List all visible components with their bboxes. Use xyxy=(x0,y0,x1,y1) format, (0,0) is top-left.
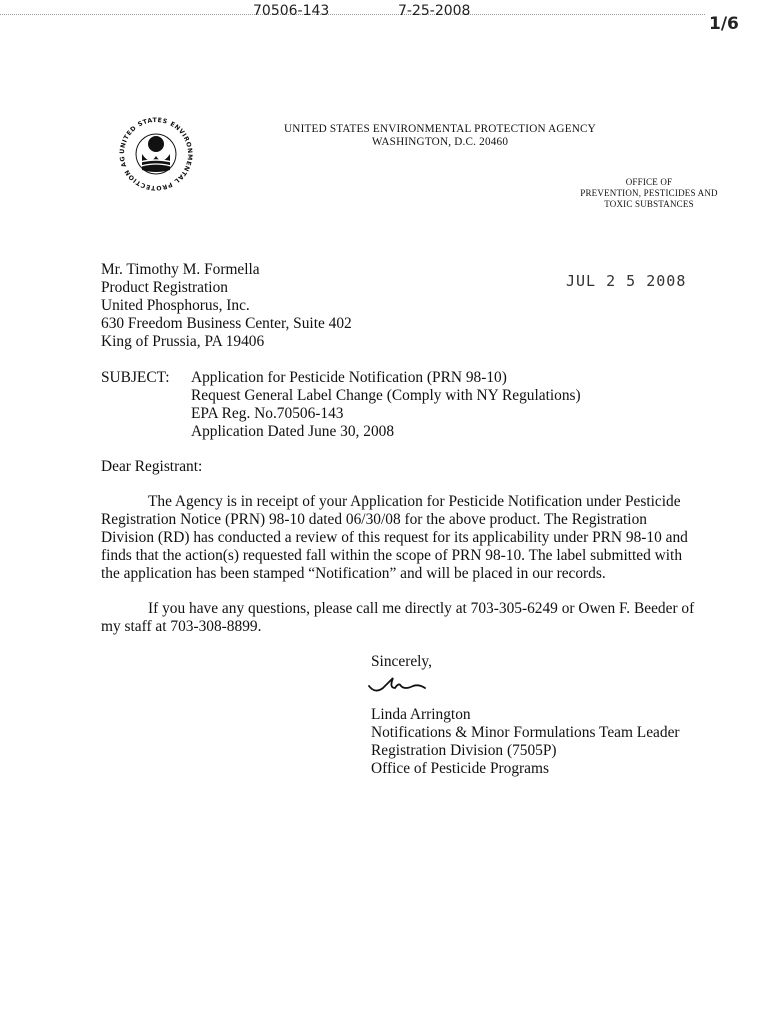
paragraph-1-line-3: Division (RD) has conducted a review of this request for its applicability under PRN 98-10 and xyxy=(101,529,688,546)
subject-lines xyxy=(191,369,581,441)
signer-block xyxy=(371,706,680,778)
signature xyxy=(365,672,435,698)
paragraph-2-line-1: If you have any questions, please call me directly at 703-305-6249 or Owen F. Beeder of xyxy=(148,600,695,617)
paragraph-1-line-2: Registration Notice (PRN) 98-10 dated 06/30/08 for the above product. The Registration xyxy=(101,511,647,528)
recipient-title: Product Registration xyxy=(101,279,228,296)
subject-line-4: Application Dated June 30, 2008 xyxy=(191,423,395,440)
signer-division: Registration Division (7505P) xyxy=(371,742,557,759)
paragraph-1-line-4: finds that the action(s) requested fall within the scope of PRN 98-10. The label submitted with xyxy=(101,547,683,564)
signer-office: Office of Pesticide Programs xyxy=(371,760,549,777)
recipient-city: King of Prussia, PA 19406 xyxy=(101,333,265,350)
handwritten-date: 7-25-2008 xyxy=(398,3,471,19)
paragraph-1 xyxy=(101,493,701,583)
paragraph-1-line-5: the application has been stamped “Notification” and will be placed in our records. xyxy=(101,565,606,582)
svg-text:UNITED STATES ENVIRONMENTAL PR: UNITED STATES ENVIRONMENTAL PROTECTION AG xyxy=(118,116,194,192)
recipient-company: United Phosphorus, Inc. xyxy=(101,297,250,314)
recipient-name: Mr. Timothy M. Formella xyxy=(101,261,260,278)
handwritten-file-ref: 70506-143 xyxy=(253,3,330,19)
office-line-1: OFFICE OF xyxy=(625,177,673,187)
subject-label: SUBJECT: xyxy=(101,369,170,386)
subject-line-3: EPA Reg. No.70506-143 xyxy=(191,405,344,422)
recipient-address xyxy=(101,261,352,351)
office-block xyxy=(570,177,728,210)
office-line-3: TOXIC SUBSTANCES xyxy=(604,199,694,209)
closing: Sincerely, xyxy=(371,653,432,670)
epa-seal xyxy=(110,108,202,200)
epa-seal-icon xyxy=(110,108,202,200)
paragraph-2 xyxy=(101,600,701,636)
salutation: Dear Registrant: xyxy=(101,458,203,475)
recipient-street: 630 Freedom Business Center, Suite 402 xyxy=(101,315,352,332)
date-stamp: JUL 2 5 2008 xyxy=(566,272,687,290)
subject-line-2: Request General Label Change (Comply with NY Regulations) xyxy=(191,387,581,404)
paragraph-1-line-1: The Agency is in receipt of your Application for Pesticide Notification under Pesticide xyxy=(148,493,681,510)
handwritten-page-number: 1/6 xyxy=(709,14,739,34)
subject-line-1: Application for Pesticide Notification (PRN 98-10) xyxy=(191,369,507,386)
signer-title: Notifications & Minor Formulations Team Leader xyxy=(371,724,680,741)
agency-city: WASHINGTON, D.C. 20460 xyxy=(371,136,509,148)
agency-header xyxy=(240,123,640,149)
signature-icon xyxy=(365,672,435,698)
paragraph-2-line-2: my staff at 703-308-8899. xyxy=(101,618,262,635)
agency-name: UNITED STATES ENVIRONMENTAL PROTECTION AGENCY xyxy=(284,123,596,135)
signer-name: Linda Arrington xyxy=(371,706,471,723)
office-line-2: PREVENTION, PESTICIDES AND xyxy=(580,188,718,198)
scan-dotted-line xyxy=(0,14,705,15)
